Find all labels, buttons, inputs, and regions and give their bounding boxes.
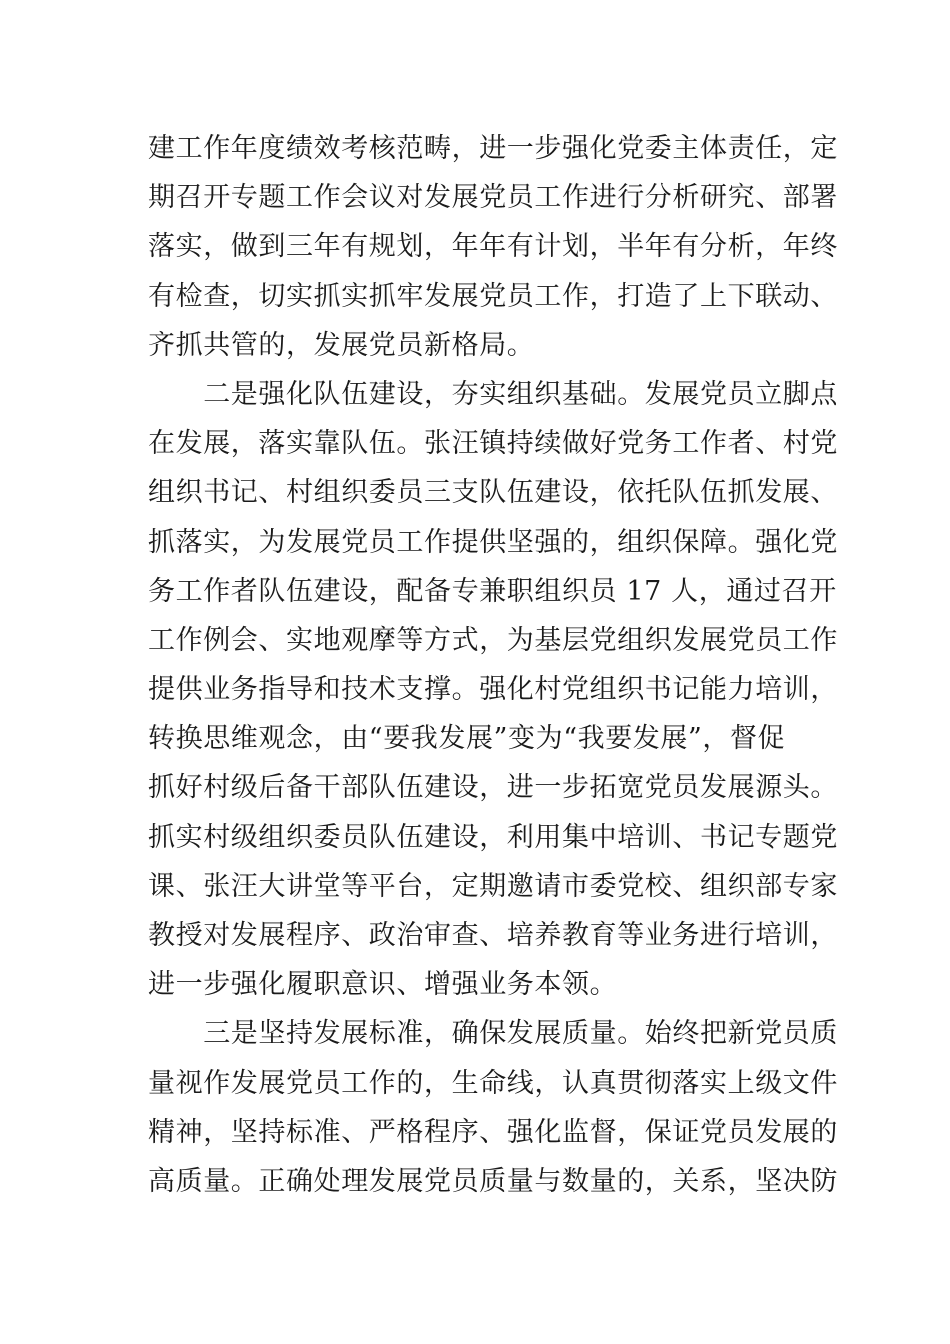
text-line: 抓实村级组织委员队伍建设，利用集中培训、书记专题党 (148, 821, 838, 853)
text-line: 在发展，落实靠队伍。张汪镇持续做好党务工作者、村党 (148, 428, 838, 460)
text-line: 落实，做到三年有规划，年年有计划，半年有分析，年终 (148, 231, 838, 263)
text-line: 高质量。正确处理发展党员质量与数量的，关系，坚决防 (148, 1165, 838, 1197)
text-line: 建工作年度绩效考核范畴，进一步强化党委主体责任，定 (148, 133, 838, 164)
text-line: 二是强化队伍建设，夯实组织基础。发展党员立脚点 (148, 378, 838, 410)
text-line: 转换思维观念，由“要我发展”变为“我要发展”，督促 (148, 723, 786, 755)
text-line: 量视作发展党员工作的，生命线，认真贯彻落实上级文件 (148, 1067, 838, 1099)
text-line: 抓落实，为发展党员工作提供坚强的，组织保障。强化党 (148, 526, 838, 558)
text-line: 组织书记、村组织委员三支队伍建设，依托队伍抓发展、 (148, 477, 838, 509)
text-line: 齐抓共管的，发展党员新格局。 (148, 329, 535, 361)
text-line: 有检查，切实抓实抓牢发展党员工作，打造了上下联动、 (148, 280, 838, 312)
text-line: 抓好村级后备干部队伍建设，进一步拓宽党员发展源头。 (148, 772, 838, 804)
document-body (148, 124, 838, 1206)
text-line: 进一步强化履职意识、增强业务本领。 (148, 969, 618, 1001)
text-line: 教授对发展程序、政治审查、培养教育等业务进行培训， (148, 920, 838, 951)
text-line: 工作例会、实地观摩等方式，为基层党组织发展党员工作 (148, 624, 838, 656)
paragraph (148, 1009, 838, 1206)
text-line: 务工作者队伍建设，配备专兼职组织员 17 人，通过召开 (148, 575, 837, 607)
paragraph (148, 124, 838, 370)
text-line: 精神，坚持标准、严格程序、强化监督，保证党员发展的 (148, 1116, 838, 1148)
text-line: 三是坚持发展标准，确保发展质量。始终把新党员质 (148, 1018, 838, 1050)
text-line: 期召开专题工作会议对发展党员工作进行分析研究、部署 (148, 182, 838, 214)
paragraph (148, 370, 838, 1009)
text-line: 提供业务指导和技术支撑。强化村党组织书记能力培训， (148, 674, 838, 706)
text-line: 课、张汪大讲堂等平台，定期邀请市委党校、组织部专家 (148, 870, 838, 902)
